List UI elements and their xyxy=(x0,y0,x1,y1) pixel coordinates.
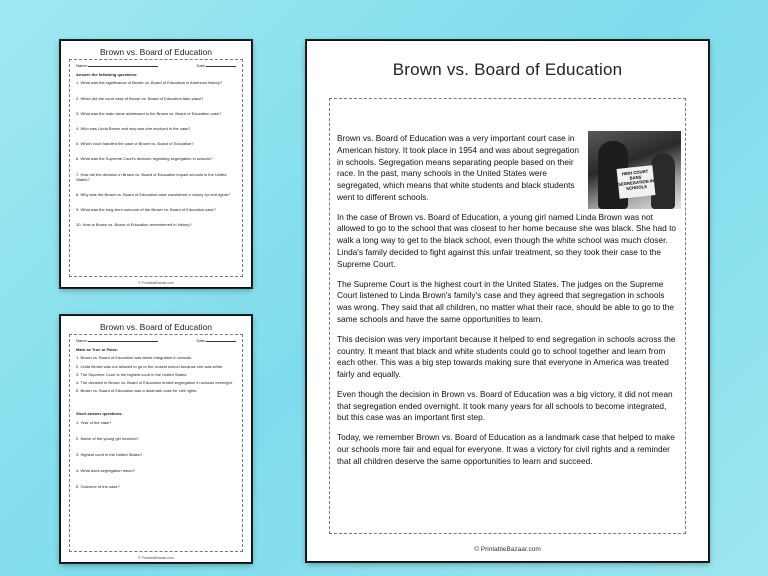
true-false-item: 5. Brown vs. Board of Education was a landmark case for civil rights. xyxy=(76,388,198,394)
question-item: 8. Why was the Brown vs. Board of Education case considered a victory for civil rights? xyxy=(76,191,231,197)
reading-title: Brown vs. Board of Education xyxy=(392,60,623,79)
paragraph: Brown vs. Board of Education was a very important court case in American history. It took place in 1954 and was about segregation in schools. Segregation means separating people based on their race. In the past, many schools in the United States were segregated, which means that white students and black students went to different schools. xyxy=(337,133,579,202)
true-false-item: 1. Brown vs. Board of Education was about integration in schools. xyxy=(76,355,193,361)
paragraph: Today, we remember Brown vs. Board of Education as a landmark case that helped to make our schools more fair and equal for everyone. It was a victory for civil rights and a reminder that all children deserve the same opportunities to learn and succeed. xyxy=(337,432,675,466)
reading-body xyxy=(337,133,678,476)
question-item: 5. Which court handled the case of Brown vs. Board of Education? xyxy=(76,141,194,147)
worksheet1-footer: © PrintableBazaar.com xyxy=(138,281,174,285)
worksheet2-title: Brown vs. Board of Education xyxy=(100,322,212,332)
question-item: 7. How did the decision in Brown vs. Board of Education impact schools in the United States? xyxy=(76,171,227,182)
question-item: 6. What was the Supreme Court's decision regarding segregation in schools? xyxy=(76,156,213,162)
true-false-item: 3. The Supreme Court is the highest court in the United States. xyxy=(76,371,188,377)
newspaper-headline: HIGH COURT BANS SEGREGATION IN SCHOOLS xyxy=(617,165,656,199)
worksheet2-border xyxy=(69,334,243,552)
true-false-item: 4. The decision in Brown vs. Board of Education ended segregation in schools overnight. xyxy=(76,379,233,385)
name-label: Name: xyxy=(76,63,88,68)
question-item: 1. What was the significance of Brown vs. Board of Education in American history? xyxy=(76,80,223,86)
reading-passage-page xyxy=(306,40,709,562)
worksheet1-title: Brown vs. Board of Education xyxy=(100,47,212,57)
worksheet2-footer: © PrintableBazaar.com xyxy=(138,556,174,560)
short-answer-item: 3. Highest court in the United States? xyxy=(76,451,143,457)
question-item: 10. How is Brown vs. Board of Education remembered in history? xyxy=(76,222,192,228)
instructions: Answer the following questions: xyxy=(76,72,138,78)
name-label: Name: xyxy=(76,338,88,343)
question-item: 3. What was the main issue addressed in the Brown vs. Board of Education case? xyxy=(76,110,222,116)
true-false-heading: Mark as True or False: xyxy=(76,347,119,353)
question-item: 4. Who was Linda Brown and why was she involved in the case? xyxy=(76,125,191,131)
date-label: Date: xyxy=(196,338,206,343)
worksheet-true-false-page xyxy=(60,315,252,563)
true-false-item: 2. Linda Brown was not allowed to go to the closest school because she was white. xyxy=(76,363,224,369)
paragraph: The Supreme Court is the highest court in the United States. The judges on the Supreme Court listened to Linda Brown's family's case and they agreed that segregation in schools was wrong. They said that all children, no matter what their race, should be able to go to the same schools and have the same opportunities to learn. xyxy=(337,278,674,324)
name-date-row xyxy=(76,63,236,68)
name-date-row xyxy=(76,338,236,343)
short-answer-item: 5. Outcome of the case? xyxy=(76,484,120,490)
question-item: 2. When did the court case of Brown vs. Board of Education take place? xyxy=(76,95,204,101)
short-answer-item: 2. Name of the young girl involved? xyxy=(76,435,139,441)
reading-footer: © PrintableBazaar.com xyxy=(474,546,541,553)
short-answer-item: 4. What does segregation mean? xyxy=(76,468,135,474)
worksheet-questions-page xyxy=(60,40,252,288)
paragraph: Even though the decision in Brown vs. Board of Education was a big victory, it did not mean that segregation ended overnight. It took many years for all schools to become integrated, but this case was an important first step. xyxy=(337,388,673,423)
question-item: 9. What was the long-term outcome of the Brown vs. Board of Education case? xyxy=(76,207,216,213)
paragraph: This decision was very important because it helped to end segregation in schools across the country. It meant that black and white students could go to school together and learn from each other. This was a big step towards making sure that everyone in America was treated fairly and equally. xyxy=(337,333,676,380)
paragraph: In the case of Brown vs. Board of Education, a young girl named Linda Brown was not allowed to go to the school that was closest to her home because she was black. She had to walk a long way to get to the black school, even though the white school was much closer. Linda's family decided to fight against this unfair treatment, so they took their case to the Supreme Court. xyxy=(337,211,676,269)
short-answer-heading: Short answer questions: xyxy=(76,411,123,417)
short-answer-item: 1. Year of the case? xyxy=(76,419,112,425)
worksheet1-border xyxy=(69,59,243,277)
date-label: Date: xyxy=(196,63,206,68)
